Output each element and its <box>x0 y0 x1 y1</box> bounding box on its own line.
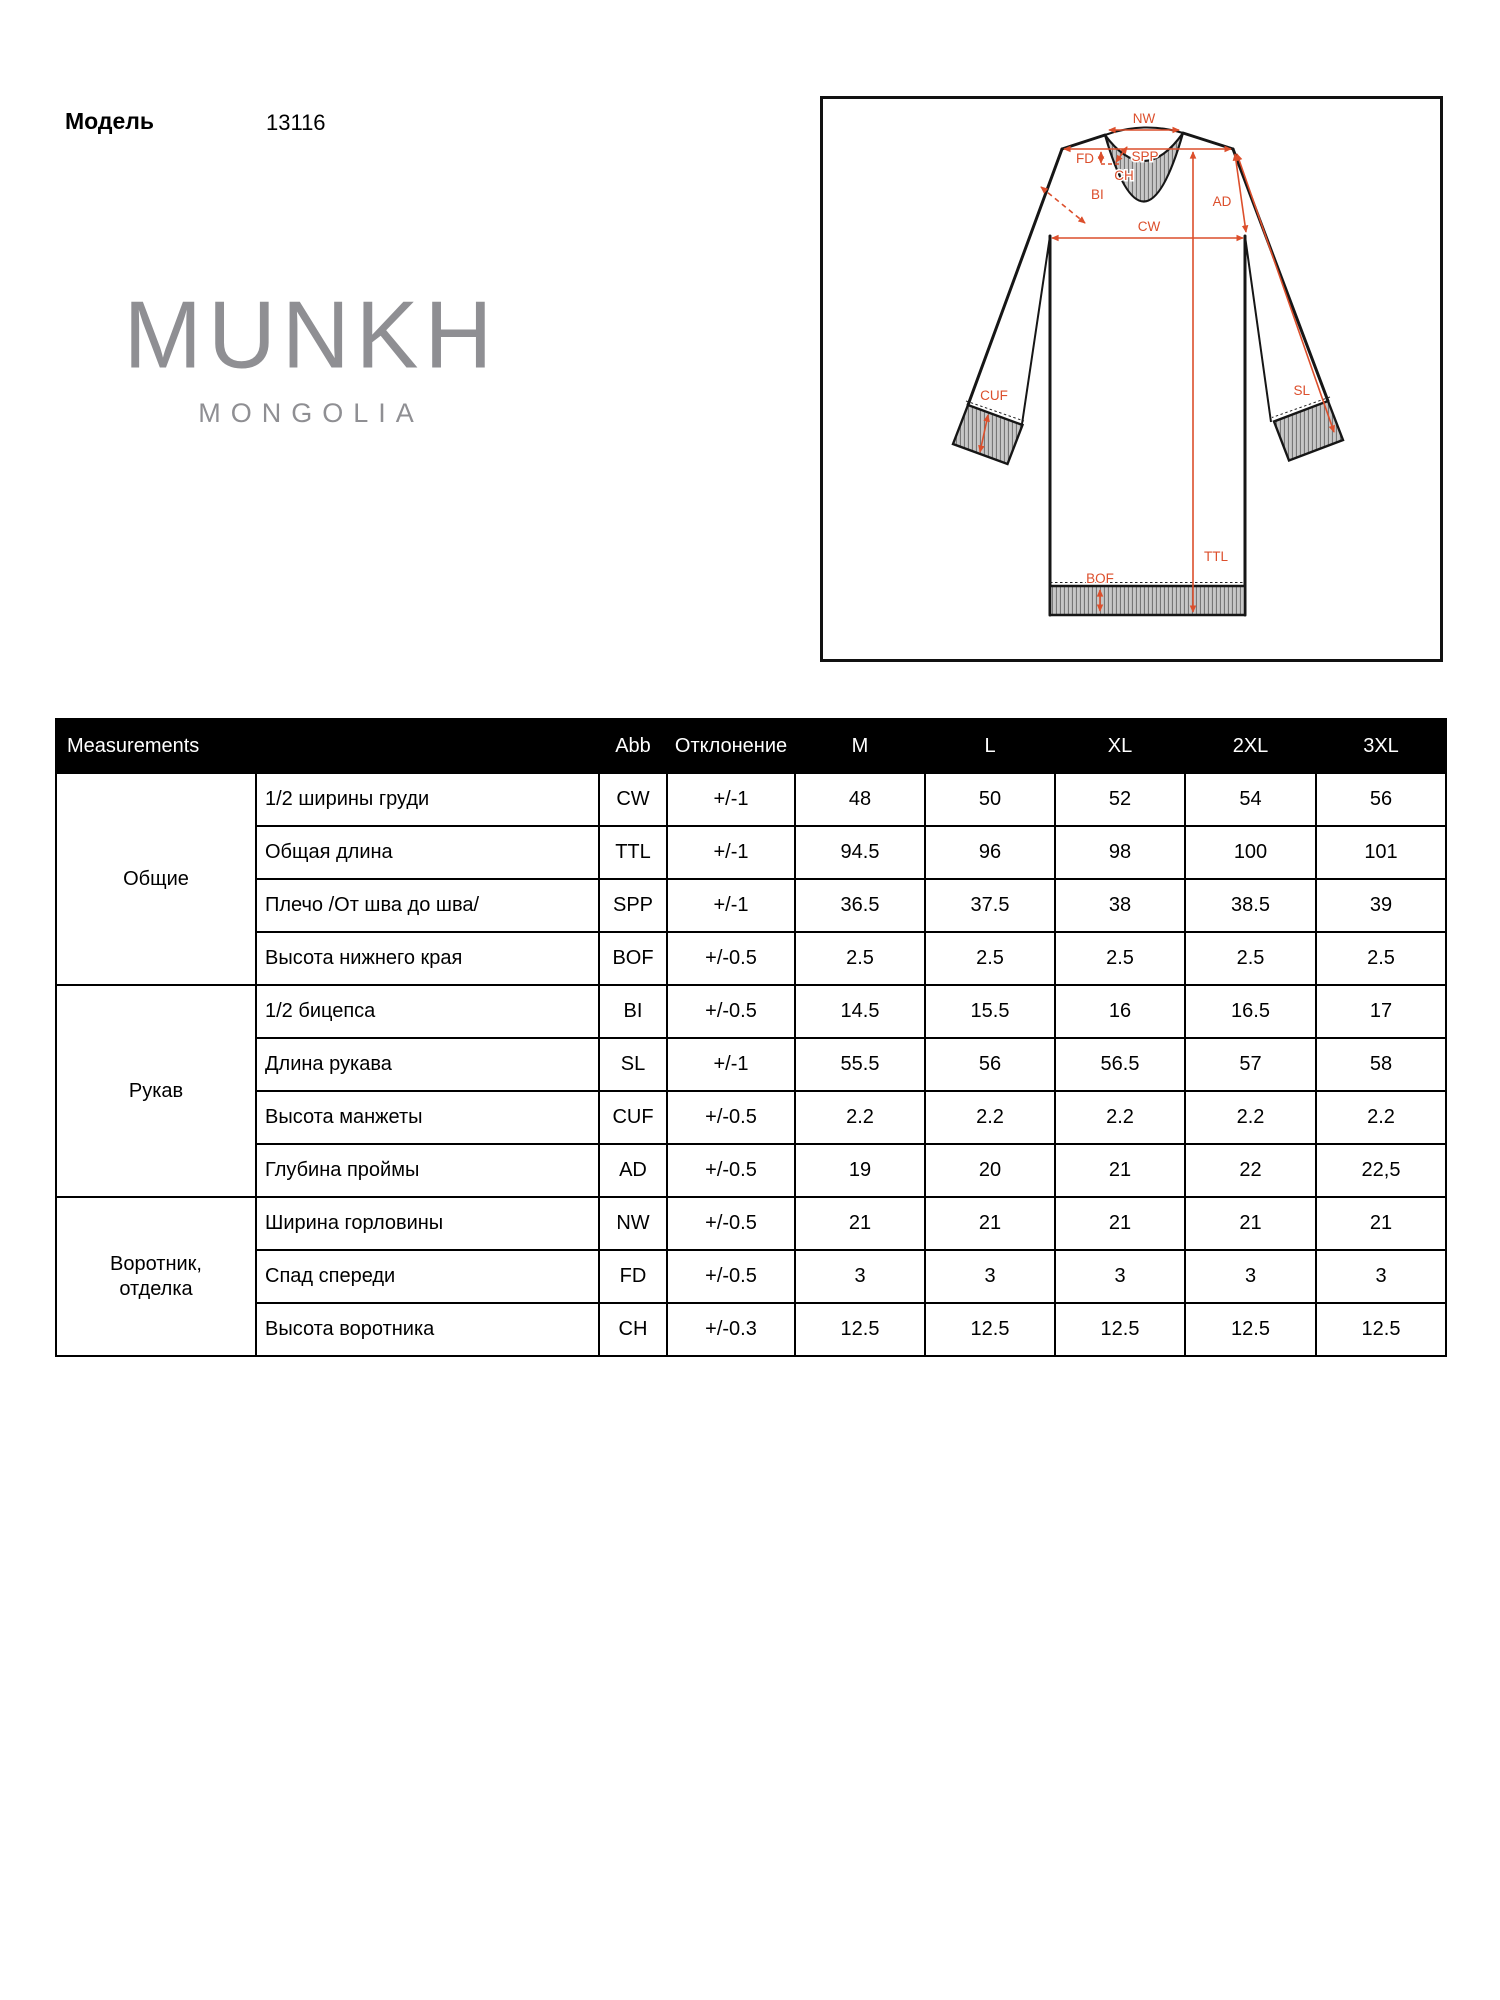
abb-cell: NW <box>599 1197 667 1250</box>
value-cell: 36.5 <box>795 879 925 932</box>
group-cell: Общие <box>56 773 256 985</box>
value-cell: 56.5 <box>1055 1038 1185 1091</box>
cuf-annotation-label: CUF <box>980 388 1008 403</box>
measure-name-cell: Высота воротника <box>256 1303 599 1356</box>
measure-name-cell: Плечо /От шва до шва/ <box>256 879 599 932</box>
table-row <box>56 985 1446 1038</box>
tolerance-cell: +/-1 <box>667 826 795 879</box>
value-cell: 2.2 <box>1055 1091 1185 1144</box>
tolerance-cell: +/-1 <box>667 1038 795 1091</box>
value-cell: 3 <box>925 1250 1055 1303</box>
spp-annotation-label: SPP <box>1131 149 1159 164</box>
value-cell: 21 <box>795 1197 925 1250</box>
measure-name-cell: Глубина проймы <box>256 1144 599 1197</box>
bof-annotation-label: BOF <box>1086 571 1114 586</box>
value-cell: 56 <box>925 1038 1055 1091</box>
value-cell: 55.5 <box>795 1038 925 1091</box>
ch-annotation-label: CH <box>1114 168 1134 183</box>
table-header-row <box>56 719 1446 773</box>
value-cell: 57 <box>1185 1038 1316 1091</box>
garment-diagram <box>823 99 1440 659</box>
value-cell: 2.2 <box>795 1091 925 1144</box>
model-label: Модель <box>65 108 155 134</box>
header-size-xl: XL <box>1055 719 1185 773</box>
value-cell: 3 <box>1185 1250 1316 1303</box>
value-cell: 21 <box>1055 1197 1185 1250</box>
table-row <box>56 826 1446 879</box>
abb-cell: SL <box>599 1038 667 1091</box>
garment-outline <box>953 127 1343 615</box>
value-cell: 58 <box>1316 1038 1446 1091</box>
header-size-3xl: 3XL <box>1316 719 1446 773</box>
value-cell: 54 <box>1185 773 1316 826</box>
tolerance-cell: +/-0.5 <box>667 932 795 985</box>
ad-annotation-label: AD <box>1212 194 1232 209</box>
value-cell: 2.5 <box>925 932 1055 985</box>
value-cell: 15.5 <box>925 985 1055 1038</box>
value-cell: 2.5 <box>1316 932 1446 985</box>
measurement-table <box>55 718 1447 1357</box>
table-row <box>56 1038 1446 1091</box>
value-cell: 52 <box>1055 773 1185 826</box>
nw-annotation-label: NW <box>1132 111 1156 126</box>
table-row <box>56 1250 1446 1303</box>
value-cell: 101 <box>1316 826 1446 879</box>
value-cell: 2.2 <box>925 1091 1055 1144</box>
value-cell: 2.5 <box>795 932 925 985</box>
abb-cell: BI <box>599 985 667 1038</box>
value-cell: 48 <box>795 773 925 826</box>
measure-name-cell: Общая длина <box>256 826 599 879</box>
value-cell: 2.2 <box>1185 1091 1316 1144</box>
abb-cell: SPP <box>599 879 667 932</box>
sl-annotation-label: SL <box>1293 383 1310 398</box>
measure-name-cell: 1/2 бицепса <box>256 985 599 1038</box>
value-cell: 100 <box>1185 826 1316 879</box>
tolerance-cell: +/-0.5 <box>667 1144 795 1197</box>
tolerance-cell: +/-0.5 <box>667 1197 795 1250</box>
abb-cell: BOF <box>599 932 667 985</box>
back-neck-line <box>1105 127 1183 135</box>
value-cell: 38 <box>1055 879 1185 932</box>
tolerance-cell: +/-0.5 <box>667 1250 795 1303</box>
measure-name-cell: 1/2 ширины груди <box>256 773 599 826</box>
header-size-2xl: 2XL <box>1185 719 1316 773</box>
value-cell: 20 <box>925 1144 1055 1197</box>
header-measurements: Measurements <box>56 719 599 773</box>
brand-name: MUNKH <box>123 280 499 389</box>
measure-name-cell: Высота манжеты <box>256 1091 599 1144</box>
value-cell: 17 <box>1316 985 1446 1038</box>
value-cell: 12.5 <box>1316 1303 1446 1356</box>
value-cell: 12.5 <box>1055 1303 1185 1356</box>
fd-annotation-label: FD <box>1076 151 1094 166</box>
value-cell: 98 <box>1055 826 1185 879</box>
value-cell: 14.5 <box>795 985 925 1038</box>
brand-country: MONGOLIA <box>198 398 424 428</box>
value-cell: 16.5 <box>1185 985 1316 1038</box>
cw-annotation-label: CW <box>1137 219 1161 234</box>
abb-cell: CUF <box>599 1091 667 1144</box>
bi-annotation-label: BI <box>1091 187 1104 202</box>
header-size-m: M <box>795 719 925 773</box>
table-row <box>56 932 1446 985</box>
value-cell: 21 <box>1316 1197 1446 1250</box>
table-row <box>56 1091 1446 1144</box>
value-cell: 2.2 <box>1316 1091 1446 1144</box>
value-cell: 56 <box>1316 773 1446 826</box>
measure-name-cell: Высота нижнего края <box>256 932 599 985</box>
abb-cell: CW <box>599 773 667 826</box>
tolerance-cell: +/-0.5 <box>667 1091 795 1144</box>
table-row <box>56 1144 1446 1197</box>
tolerance-cell: +/-0.5 <box>667 985 795 1038</box>
tolerance-cell: +/-1 <box>667 879 795 932</box>
value-cell: 19 <box>795 1144 925 1197</box>
value-cell: 2.5 <box>1055 932 1185 985</box>
abb-cell: AD <box>599 1144 667 1197</box>
measure-name-cell: Спад спереди <box>256 1250 599 1303</box>
value-cell: 37.5 <box>925 879 1055 932</box>
value-cell: 21 <box>1055 1144 1185 1197</box>
value-cell: 39 <box>1316 879 1446 932</box>
table-row <box>56 879 1446 932</box>
value-cell: 12.5 <box>1185 1303 1316 1356</box>
group-cell: Рукав <box>56 985 256 1197</box>
header-abb: Abb <box>599 719 667 773</box>
measure-name-cell: Длина рукава <box>256 1038 599 1091</box>
abb-cell: FD <box>599 1250 667 1303</box>
value-cell: 94.5 <box>795 826 925 879</box>
abb-cell: CH <box>599 1303 667 1356</box>
group-cell: Воротник, отделка <box>56 1197 256 1356</box>
tolerance-cell: +/-1 <box>667 773 795 826</box>
header-tolerance: Отклонение <box>667 719 795 773</box>
value-cell: 12.5 <box>925 1303 1055 1356</box>
measurement-table-body <box>56 773 1446 1356</box>
brand-logo <box>101 280 521 429</box>
value-cell: 12.5 <box>795 1303 925 1356</box>
table-row <box>56 1303 1446 1356</box>
tolerance-cell: +/-0.3 <box>667 1303 795 1356</box>
measure-name-cell: Ширина горловины <box>256 1197 599 1250</box>
value-cell: 38.5 <box>1185 879 1316 932</box>
value-cell: 21 <box>925 1197 1055 1250</box>
ttl-annotation-label: TTL <box>1204 549 1229 564</box>
value-cell: 22 <box>1185 1144 1316 1197</box>
value-cell: 16 <box>1055 985 1185 1038</box>
model-number: 13116 <box>266 110 326 135</box>
table-row <box>56 773 1446 826</box>
value-cell: 2.5 <box>1185 932 1316 985</box>
garment-diagram-box <box>820 96 1443 662</box>
value-cell: 50 <box>925 773 1055 826</box>
abb-cell: TTL <box>599 826 667 879</box>
header-size-l: L <box>925 719 1055 773</box>
value-cell: 3 <box>1055 1250 1185 1303</box>
value-cell: 21 <box>1185 1197 1316 1250</box>
table-row <box>56 1197 1446 1250</box>
value-cell: 3 <box>1316 1250 1446 1303</box>
value-cell: 22,5 <box>1316 1144 1446 1197</box>
value-cell: 3 <box>795 1250 925 1303</box>
value-cell: 96 <box>925 826 1055 879</box>
